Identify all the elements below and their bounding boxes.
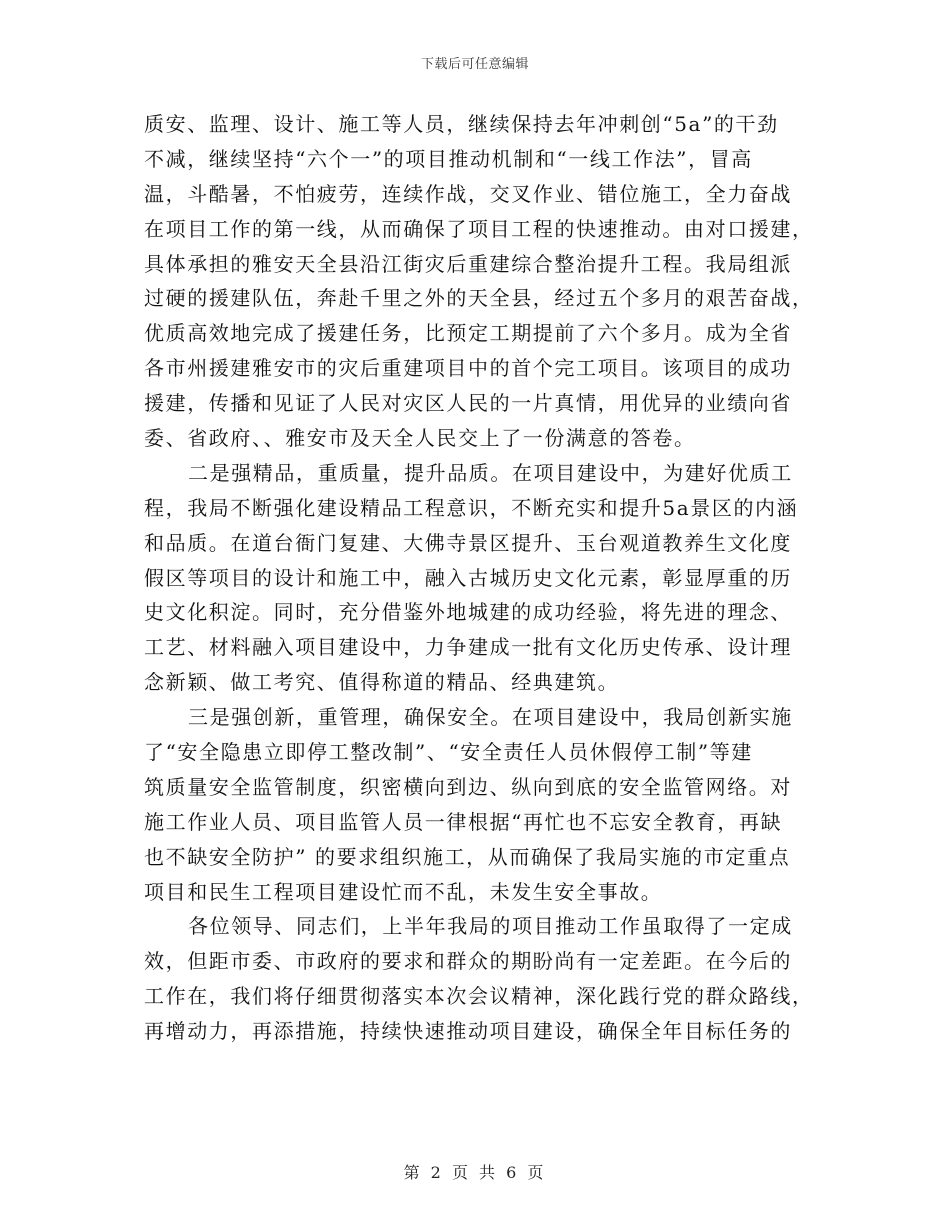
- text-line: 委、省政府、、雅安市及天全人民交上了一份满意的答卷。: [144, 426, 696, 451]
- text-line: 援建，传播和见证了人民对灾区人民的一片真情，用优异的业绩向省: [144, 391, 792, 416]
- text-line: 项目和民生工程项目建设忙而不乱，未发生安全事故。: [144, 879, 663, 904]
- text-line: 也不缺安全防护” 的要求组织施工，从而确保了我局实施的市定重点: [144, 844, 791, 869]
- text-line: 和品质。在道台衙门复建、大佛寺景区提升、玉台观道教养生文化度: [144, 530, 792, 555]
- text-line: 各市州援建雅安市的灾后重建项目中的首个完工项目。该项目的成功: [144, 356, 792, 381]
- text-line: 不减，继续坚持“六个一”的项目推动机制和“一线工作法”，冒高: [144, 146, 753, 171]
- text-line: 具体承担的雅安天全县沿江街灾后重建综合整治提升工程。我局组派: [144, 251, 792, 276]
- text-line: 过硬的援建队伍，奔赴千里之外的天全县，经过五个多月的艰苦奋战，: [144, 286, 814, 311]
- page-header: 下载后可任意编辑: [420, 57, 529, 72]
- text-line: 温，斗酷暑，不怕疲劳，连续作战，交叉作业、错位施工，全力奋战: [144, 181, 792, 206]
- text-line: 念新颖、做工考究、值得称道的精品、经典建筑。: [144, 670, 620, 695]
- paragraph-start-line: 各位领导、同志们，上半年我局的项目推动工作虽取得了一定成: [188, 914, 793, 939]
- text-line: 筑质量安全监管制度，织密横向到边、纵向到底的安全监管网络。对: [144, 774, 792, 799]
- text-line: 再增动力，再添措施，持续快速推动项目建设，确保全年目标任务的: [144, 1019, 792, 1044]
- text-line: 效，但距市委、市政府的要求和群众的期盼尚有一定差距。在今后的: [144, 949, 792, 974]
- text-line: 工作在，我们将仔细贯彻落实本次会议精神，深化践行党的群众路线，: [144, 984, 814, 1009]
- text-line: 优质高效地完成了援建任务，比预定工期提前了六个多月。成为全省: [144, 321, 792, 346]
- paragraph-start-line: 三是强创新，重管理，确保安全。在项目建设中，我局创新实施: [188, 705, 793, 730]
- text-line: 施工作业人员、项目监管人员一律根据“再忙也不忘安全教育，再缺: [144, 809, 783, 834]
- document-body: [144, 107, 814, 1049]
- page-number-footer: 第 2 页 共 6 页: [403, 1163, 547, 1182]
- text-line: 在项目工作的第一线，从而确保了项目工程的快速推动。由对口援建，: [144, 216, 814, 241]
- text-line: 史文化积淀。同时，充分借鉴外地城建的成功经验，将先进的理念、: [144, 600, 792, 625]
- text-line: 假区等项目的设计和施工中，融入古城历史文化元素，彰显厚重的历: [144, 565, 792, 590]
- text-line: 工艺、材料融入项目建设中，力争建成一批有文化历史传承、设计理: [144, 635, 792, 660]
- text-line: 了“安全隐患立即停工整改制”、“安全责任人员休假停工制”等建: [144, 740, 753, 765]
- paragraph-start-line: 二是强精品，重质量，提升品质。在项目建设中，为建好优质工: [188, 460, 793, 485]
- text-line: 程，我局不断强化建设精品工程意识，不断充实和提升5a景区的内涵: [144, 495, 799, 520]
- text-line: 质安、监理、设计、施工等人员，继续保持去年冲刺创“5a”的干劲: [144, 112, 779, 136]
